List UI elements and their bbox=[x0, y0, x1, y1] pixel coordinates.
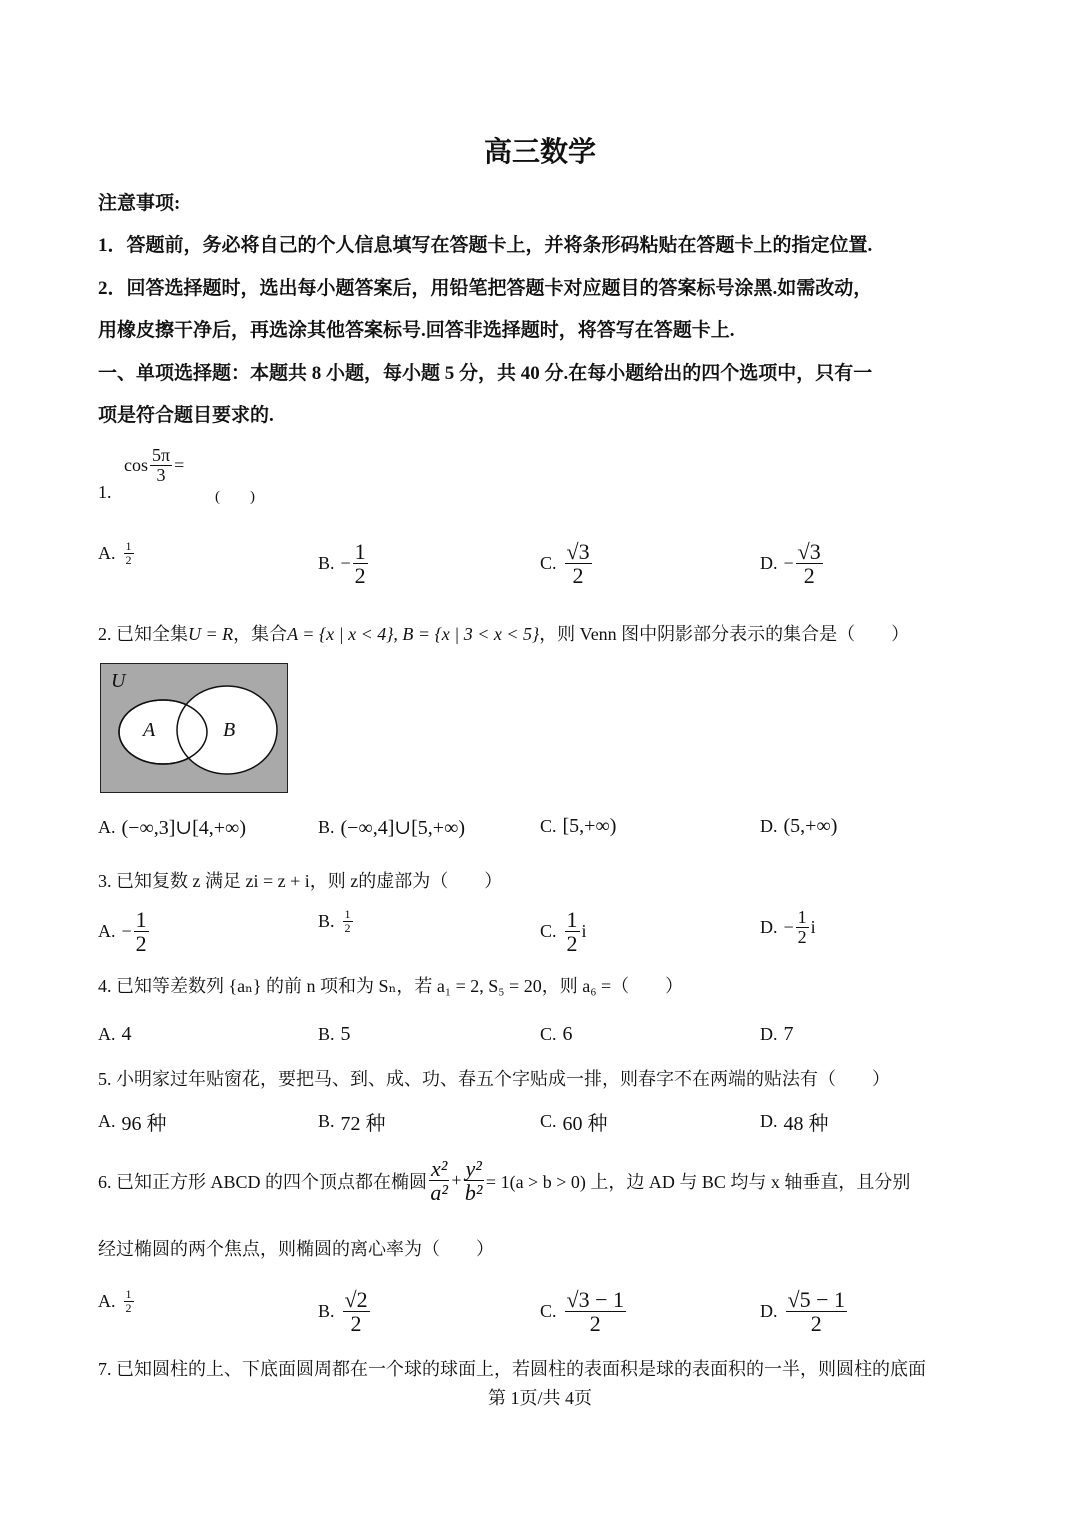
option-value: 96 种 bbox=[121, 1113, 167, 1135]
fraction-numerator: 1 bbox=[344, 907, 351, 921]
q2-option-a bbox=[98, 815, 246, 840]
option-label: B. bbox=[318, 1111, 335, 1131]
q6-option-d bbox=[760, 1288, 849, 1335]
option-fraction bbox=[565, 908, 580, 955]
option-fraction bbox=[786, 1288, 847, 1335]
fraction-numerator: 1 bbox=[566, 907, 578, 932]
page-footer: 第 1页/共 4页 bbox=[487, 1388, 592, 1408]
option-label: C. bbox=[540, 553, 557, 574]
fraction-denominator: 2 bbox=[350, 1311, 362, 1337]
fraction-denominator: 2 bbox=[566, 931, 578, 957]
q7-stem: 7. 已知圆柱的上、下底面圆周都在一个球的球面上，若圆柱的表面积是球的表面积的一半，则圆柱的底面 bbox=[98, 1359, 926, 1379]
q6-frac-x-num: x² bbox=[431, 1156, 448, 1181]
q5-stem: 5. 小明家过年贴窗花，要把马、到、成、功、春五个字贴成一排，则春字不在两端的贴法有（ ） bbox=[98, 1069, 890, 1089]
q2-option-c bbox=[540, 815, 616, 838]
q1-number: 1. bbox=[98, 482, 112, 502]
fraction-numerator: 1 bbox=[135, 907, 147, 932]
option-suffix: i bbox=[581, 921, 587, 942]
q6-option-a bbox=[98, 1288, 136, 1314]
q2-stem-tail: ，则 Venn 图中阴影部分表示的集合是（ ） bbox=[539, 624, 910, 644]
option-value: 5 bbox=[340, 1023, 351, 1045]
venn-label-u: U bbox=[111, 670, 126, 692]
option-label: C. bbox=[540, 1301, 557, 1322]
q1-frac-num: 5π bbox=[152, 445, 171, 465]
option-fraction bbox=[343, 1288, 370, 1335]
option-math bbox=[122, 540, 136, 566]
q6-option-c bbox=[540, 1288, 628, 1335]
q6-stem-pre: 6. 已知正方形 ABCD 的四个顶点都在椭圆 bbox=[98, 1171, 428, 1192]
q2-stem bbox=[98, 620, 909, 646]
option-value: (−∞,3]∪[4,+∞) bbox=[121, 817, 246, 839]
option-label: D. bbox=[760, 916, 778, 937]
q1-answer-paren: ( ) bbox=[215, 489, 255, 505]
notice-heading: 注意事项: bbox=[98, 193, 181, 214]
q1-fraction bbox=[150, 446, 172, 485]
option-fraction bbox=[124, 1288, 134, 1314]
q2-option-d bbox=[760, 815, 837, 838]
option-label: B. bbox=[318, 910, 335, 931]
option-math bbox=[122, 1288, 136, 1314]
q2-stem-mid: ，集合 bbox=[233, 624, 288, 644]
option-math bbox=[563, 1288, 628, 1335]
q3-stem: 3. 已知复数 z 满足 zi = z + i，则 z的虚部为（ ） bbox=[98, 871, 503, 891]
option-value: 48 种 bbox=[783, 1113, 829, 1135]
option-math bbox=[341, 540, 370, 587]
option-label: C. bbox=[540, 816, 557, 836]
option-label: A. bbox=[98, 1111, 116, 1131]
q6-frac-x bbox=[429, 1157, 449, 1204]
option-label: C. bbox=[540, 1111, 557, 1131]
q3-option-a bbox=[98, 908, 151, 955]
option-label: A. bbox=[98, 542, 116, 563]
fraction-numerator: √3 bbox=[566, 539, 590, 564]
fraction-numerator: √2 bbox=[344, 1287, 368, 1312]
q1-option-d bbox=[760, 540, 825, 587]
option-math bbox=[122, 908, 151, 955]
option-sign: − bbox=[121, 921, 132, 942]
option-value: [5,+∞) bbox=[562, 815, 617, 837]
q6-option-b bbox=[318, 1288, 372, 1335]
q3-option-b bbox=[318, 908, 355, 934]
fraction-numerator: √3 − 1 bbox=[566, 1287, 624, 1312]
option-label: D. bbox=[760, 1111, 778, 1131]
q5-option-a bbox=[98, 1107, 167, 1136]
option-label: A. bbox=[98, 921, 116, 942]
fraction-numerator: 1 bbox=[354, 539, 366, 564]
q2-universe: U = R bbox=[188, 624, 234, 644]
q1-option-c bbox=[540, 540, 594, 587]
option-label: A. bbox=[98, 817, 116, 837]
q6-stem-line2: 经过椭圆的两个焦点，则椭圆的离心率为（ ） bbox=[98, 1239, 494, 1259]
venn-diagram bbox=[100, 663, 288, 793]
option-value: (5,+∞) bbox=[783, 815, 838, 837]
option-sign: − bbox=[783, 553, 794, 574]
q6-plus: + bbox=[451, 1170, 462, 1191]
q3-option-c bbox=[540, 908, 587, 955]
q4-option-a bbox=[98, 1023, 132, 1046]
fraction-denominator: 2 bbox=[797, 926, 807, 947]
q4-stem: 4. 已知等差数列 {aₙ} 的前 n 项和为 Sₙ，若 a₁ = 2, S₅ = 20，则 a₆ =（ ） bbox=[98, 976, 684, 996]
fraction-denominator: 2 bbox=[125, 552, 132, 567]
fraction-denominator: 2 bbox=[354, 563, 366, 589]
fraction-numerator: √5 − 1 bbox=[787, 1287, 845, 1312]
option-sign: − bbox=[340, 553, 351, 574]
option-math bbox=[784, 908, 816, 947]
q5-option-b bbox=[318, 1107, 386, 1136]
q1-cos: cos bbox=[124, 454, 148, 475]
option-label: D. bbox=[760, 1024, 778, 1044]
q2-option-b bbox=[318, 815, 465, 840]
option-fraction bbox=[353, 540, 368, 587]
option-math bbox=[784, 540, 825, 587]
option-label: A. bbox=[98, 1290, 116, 1311]
page-title: 高三数学 bbox=[483, 137, 596, 168]
q4-option-c bbox=[540, 1023, 573, 1046]
notice-item-2: 2．回答选择题时，选出每小题答案后，用铅笔把答题卡对应题目的答案标号涂黑.如需改动， bbox=[98, 278, 873, 299]
q6-stem-post: = 1(a > b > 0) 上，边 AD 与 BC 均与 x 轴垂直，且分别 bbox=[485, 1171, 911, 1192]
venn-label-b: B bbox=[223, 719, 236, 741]
fraction-denominator: 2 bbox=[810, 1311, 822, 1337]
option-label: D. bbox=[760, 816, 778, 836]
option-label: B. bbox=[318, 817, 335, 837]
option-label: D. bbox=[760, 1301, 778, 1322]
q1-frac-den: 3 bbox=[156, 464, 166, 485]
fraction-numerator: 1 bbox=[797, 907, 807, 927]
option-fraction bbox=[124, 540, 134, 566]
q1-equals: = bbox=[174, 454, 185, 475]
option-label: B. bbox=[318, 1301, 335, 1322]
option-fraction bbox=[565, 540, 592, 587]
q1-option-a bbox=[98, 540, 136, 566]
option-suffix: i bbox=[810, 916, 816, 937]
q1-expression bbox=[124, 446, 184, 485]
notice-item-1: 1．答题前，务必将自己的个人信息填写在答题卡上，并将条形码粘贴在答题卡上的指定位置. bbox=[98, 235, 873, 256]
option-label: C. bbox=[540, 1024, 557, 1044]
fraction-denominator: 2 bbox=[589, 1311, 601, 1337]
option-fraction bbox=[343, 908, 353, 934]
q4-option-d bbox=[760, 1023, 794, 1046]
venn-label-a: A bbox=[143, 719, 156, 741]
fraction-denominator: 2 bbox=[572, 563, 584, 589]
fraction-denominator: 2 bbox=[803, 563, 815, 589]
option-value: 7 bbox=[783, 1023, 794, 1045]
fraction-numerator: √3 bbox=[797, 539, 821, 564]
q3-option-d bbox=[760, 908, 816, 947]
venn-svg bbox=[101, 664, 287, 792]
fraction-denominator: 2 bbox=[125, 1300, 132, 1315]
option-fraction bbox=[134, 908, 149, 955]
q4-option-b bbox=[318, 1023, 351, 1046]
fraction-denominator: 2 bbox=[344, 920, 351, 935]
fraction-numerator: 1 bbox=[125, 1287, 132, 1301]
option-label: B. bbox=[318, 553, 335, 574]
option-value: 6 bbox=[562, 1023, 573, 1045]
fraction-denominator: 2 bbox=[135, 931, 147, 957]
option-label: D. bbox=[760, 553, 778, 574]
option-fraction bbox=[796, 540, 823, 587]
option-value: 4 bbox=[121, 1023, 132, 1045]
q6-frac-y bbox=[464, 1157, 484, 1204]
option-sign: − bbox=[783, 916, 794, 937]
option-math bbox=[341, 908, 355, 934]
q2-stem-text: 2. 已知全集 bbox=[98, 624, 188, 644]
q1-option-b bbox=[318, 540, 370, 587]
q5-option-d bbox=[760, 1107, 829, 1136]
option-math bbox=[563, 540, 594, 587]
section-heading-cont: 项是符合题目要求的. bbox=[98, 405, 274, 426]
q6-frac-y-num: y² bbox=[465, 1156, 482, 1181]
q5-option-c bbox=[540, 1107, 608, 1136]
notice-item-2-cont: 用橡皮擦干净后，再选涂其他答案标号.回答非选择题时，将答写在答题卡上. bbox=[98, 320, 735, 341]
option-fraction bbox=[796, 908, 809, 947]
q2-sets: A = {x | x < 4}, B = {x | 3 < x < 5} bbox=[287, 624, 540, 644]
option-label: B. bbox=[318, 1024, 335, 1044]
option-math bbox=[563, 908, 587, 955]
q6-stem bbox=[98, 1157, 910, 1204]
option-math bbox=[784, 1288, 849, 1335]
option-label: C. bbox=[540, 921, 557, 942]
q6-frac-y-den: b² bbox=[464, 1180, 483, 1206]
option-math bbox=[341, 1288, 372, 1335]
option-fraction bbox=[565, 1288, 626, 1335]
option-value: 60 种 bbox=[562, 1113, 608, 1135]
option-value: 72 种 bbox=[340, 1113, 386, 1135]
section-heading: 一、单项选择题：本题共 8 小题，每小题 5 分，共 40 分.在每小题给出的四个选项中，只有一 bbox=[98, 363, 873, 384]
option-label: A. bbox=[98, 1024, 116, 1044]
fraction-numerator: 1 bbox=[125, 539, 132, 553]
q6-frac-x-den: a² bbox=[430, 1180, 448, 1206]
option-value: (−∞,4]∪[5,+∞) bbox=[340, 817, 465, 839]
